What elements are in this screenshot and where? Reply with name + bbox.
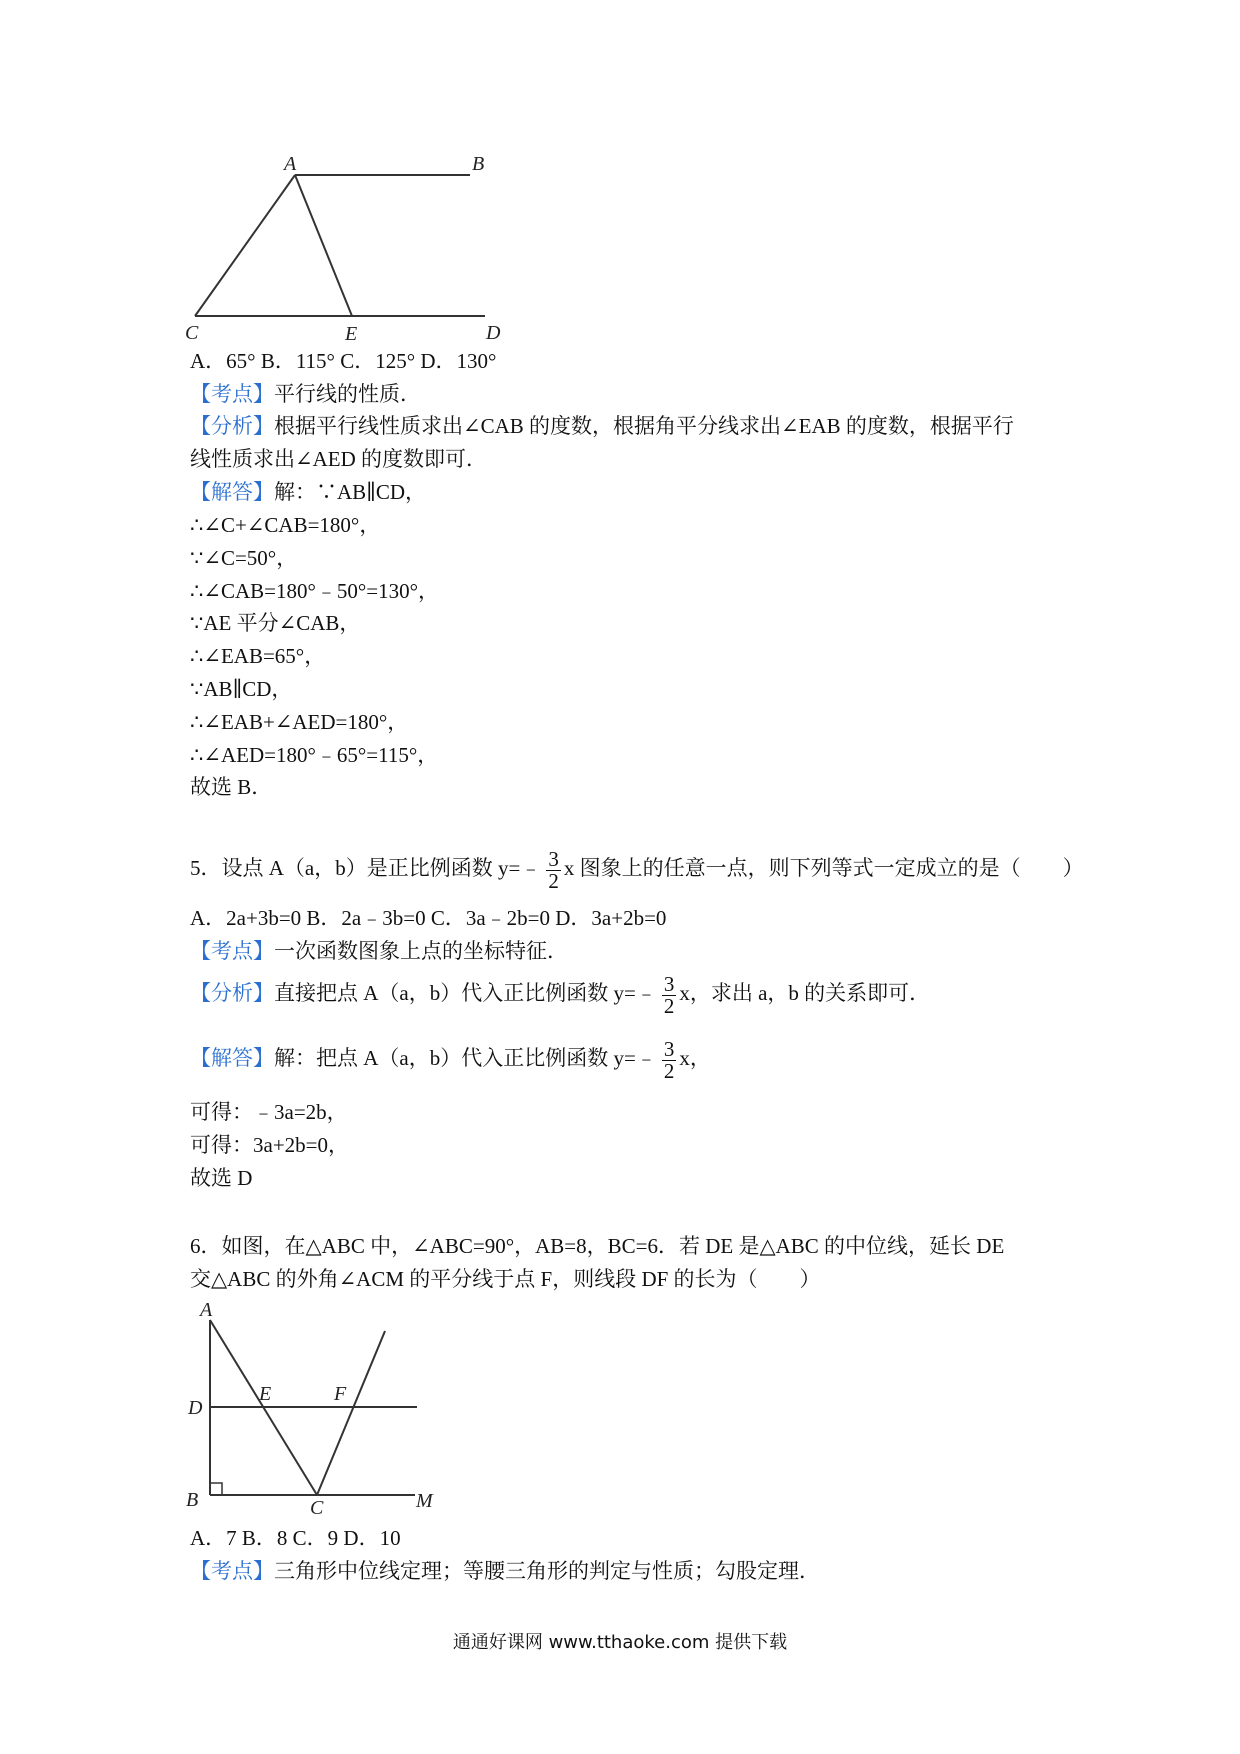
fenxi-text: 根据平行线性质求出∠CAB 的度数，根据角平分线求出∠EAB 的度数，根据平行 (274, 414, 1014, 438)
fraction-3-2 (546, 846, 561, 893)
kaodian-text: 平行线的性质． (274, 382, 421, 406)
frac-den: 2 (663, 1058, 675, 1083)
label-e: E (259, 1383, 272, 1405)
q4-options: A．65° B．115° C．125° D．130° (190, 349, 497, 373)
figure-parallel-lines (180, 150, 520, 345)
label-b: B (472, 153, 485, 175)
fenxi-text-a: 直接把点 A（a，b）代入正比例函数 y=﹣ (274, 981, 657, 1005)
jieda-text-b: x， (679, 1046, 711, 1070)
kaodian-text: 一次函数图象上点的坐标特征． (274, 939, 568, 963)
q4-step: ∴∠EAB=65°， (190, 644, 326, 668)
fenxi-tag: 【分析】 (190, 981, 274, 1005)
q4-kaodian (190, 380, 421, 408)
label-a: A (200, 1299, 213, 1321)
jieda-tag: 【解答】 (190, 480, 274, 504)
frac-num: 3 (663, 1036, 675, 1061)
q4-fenxi-1 (190, 412, 1014, 440)
frac-den: 2 (548, 868, 559, 893)
q4-jieda (190, 478, 426, 506)
kaodian-tag: 【考点】 (190, 382, 274, 406)
label-c: C (310, 1497, 324, 1518)
right-angle-mark (210, 1483, 222, 1495)
fraction-3-2 (662, 1036, 677, 1083)
q6-stem-2: 交△ABC 的外角∠ACM 的平分线于点 F，则线段 DF 的长为（ ） (190, 1267, 821, 1291)
q4-step: ∵∠C=50°， (190, 546, 298, 570)
q5-step: 可得：3a+2b=0， (190, 1133, 350, 1157)
q4-step: ∴∠AED=180°﹣65°=115°， (190, 743, 439, 767)
segment-ae (295, 175, 352, 316)
q5-step: 可得：﹣3a=2b， (190, 1100, 348, 1124)
q6-stem-1: 6．如图，在△ABC 中，∠ABC=90°，AB=8，BC=6．若 DE 是△ABC 的中位线，延长 DE (190, 1234, 1005, 1258)
q4-fenxi-2: 线性质求出∠AED 的度数即可． (190, 447, 488, 471)
bisector-cf (317, 1331, 385, 1495)
frac-num: 3 (663, 971, 675, 996)
kaodian-tag: 【考点】 (190, 939, 274, 963)
label-d: D (188, 1397, 203, 1419)
q4-answer: 故选 B． (190, 775, 273, 799)
label-c: C (185, 322, 199, 344)
label-m: M (416, 1490, 433, 1512)
kaodian-tag: 【考点】 (190, 1559, 274, 1583)
jieda-text-a: 解：把点 A（a，b）代入正比例函数 y=﹣ (274, 1046, 657, 1070)
label-f: F (334, 1383, 347, 1405)
q5-options: A．2a+3b=0 B．2a﹣3b=0 C．3a﹣2b=0 D．3a+2b=0 (190, 906, 667, 930)
label-b: B (186, 1489, 199, 1511)
jieda-tag: 【解答】 (190, 1046, 274, 1070)
q5-stem (190, 843, 1084, 893)
label-a: A (284, 153, 297, 175)
q4-step: ∵AE 平分∠CAB， (190, 611, 361, 635)
frac-num: 3 (548, 846, 559, 871)
label-e: E (345, 323, 358, 345)
q6-options: A．7 B．8 C．9 D．10 (190, 1526, 401, 1550)
q4-step: ∴∠CAB=180°﹣50°=130°， (190, 579, 440, 603)
q6-kaodian (190, 1557, 820, 1585)
q4-step: ∵AB∥CD， (190, 677, 293, 701)
segment-ac (195, 175, 295, 316)
q5-jieda (190, 1033, 711, 1083)
fenxi-tag: 【分析】 (190, 414, 274, 438)
jieda-text: 解：∵AB∥CD， (274, 480, 427, 504)
fenxi-text-b: x，求出 a，b 的关系即可． (679, 981, 931, 1005)
q4-step: ∴∠C+∠CAB=180°， (190, 513, 381, 537)
frac-den: 2 (663, 993, 675, 1018)
kaodian-text: 三角形中位线定理；等腰三角形的判定与性质；勾股定理． (274, 1559, 820, 1583)
q5-stem-a: 5．设点 A（a，b）是正比例函数 y=﹣ (190, 856, 542, 880)
fraction-3-2 (662, 971, 677, 1018)
q5-stem-b: x 图象上的任意一点，则下列等式一定成立的是（ ） (563, 856, 1084, 880)
label-d: D (486, 322, 501, 344)
figure-triangle-midline (180, 1298, 440, 1518)
q5-answer: 故选 D (190, 1166, 253, 1190)
q5-kaodian (190, 937, 568, 965)
q4-step: ∴∠EAB+∠AED=180°， (190, 710, 409, 734)
q5-fenxi (190, 968, 930, 1018)
page-footer: 通通好课网 www.tthaoke.com 提供下载 (452, 1632, 788, 1653)
